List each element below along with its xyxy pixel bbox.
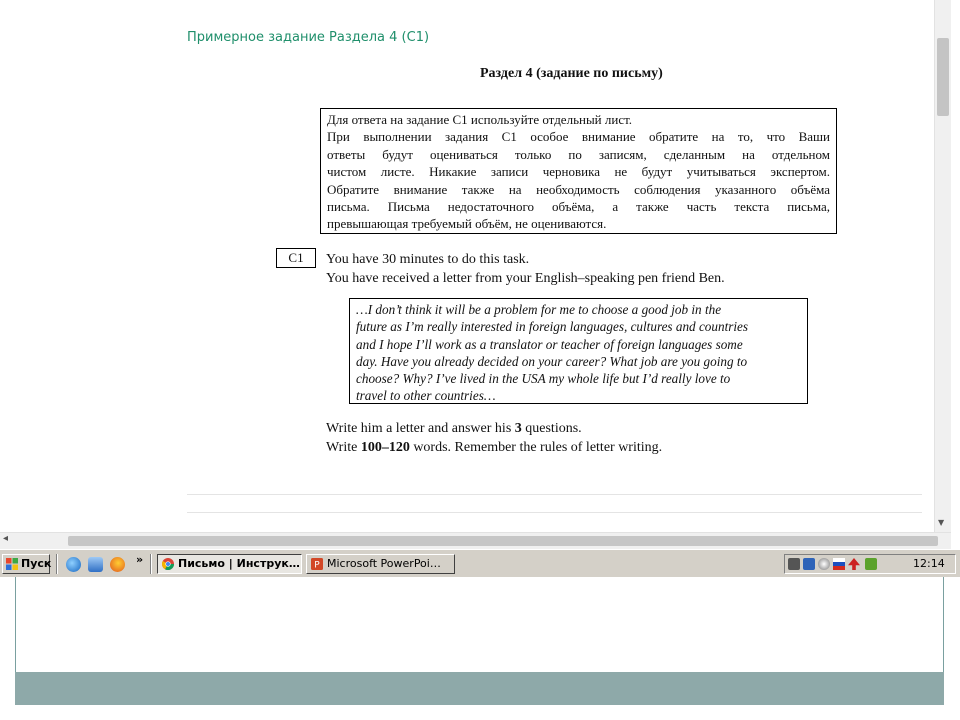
taskbar-clock: 12:14 xyxy=(913,557,945,570)
section-title: Раздел 4 (задание по письму) xyxy=(480,66,663,81)
task-label: Письмо | Инструк… xyxy=(178,557,300,570)
write-text: questions. xyxy=(521,421,582,436)
task-line: You have received a letter from your English–speaking pen friend Ben. xyxy=(326,271,725,286)
taskbar-separator xyxy=(56,554,58,574)
instructions-box xyxy=(320,108,837,234)
write-text: Write xyxy=(326,440,361,455)
horizontal-scrollbar[interactable] xyxy=(0,532,951,549)
instruction-line: Обратите внимание также на необходимость соблюдения указанного объёма xyxy=(327,181,830,197)
write-text: words. Remember the rules of letter writing. xyxy=(409,440,663,455)
scroll-down-arrow-icon[interactable]: ▼ xyxy=(938,518,945,527)
write-instruction-2 xyxy=(326,438,662,457)
task-line: You have 30 minutes to do this task. xyxy=(326,252,530,267)
network-icon[interactable] xyxy=(788,558,800,570)
horizontal-scroll-thumb[interactable] xyxy=(68,536,938,546)
start-label: Пуск xyxy=(21,557,52,570)
internet-explorer-icon[interactable] xyxy=(66,557,81,572)
update-icon[interactable] xyxy=(848,558,860,570)
letter-line: and I hope I’ll work as a translator or teacher of foreign languages some xyxy=(356,336,743,352)
word-count: 100–120 xyxy=(360,440,410,455)
letter-line: choose? Why? I’ve lived in the USA my whole life but I’d really love to xyxy=(356,371,731,387)
scroll-left-arrow-icon[interactable]: ◂ xyxy=(3,533,9,544)
page-heading: Примерное задание Раздела 4 (С1) xyxy=(187,30,430,45)
vertical-scroll-thumb[interactable] xyxy=(937,38,949,116)
task-intro xyxy=(326,250,725,288)
taskbar xyxy=(0,549,960,577)
nvidia-icon[interactable] xyxy=(865,558,877,570)
taskbar-button-powerpoint[interactable] xyxy=(306,554,455,574)
task-label: Microsoft PowerPoi… xyxy=(327,557,441,570)
questions-count: 3 xyxy=(514,421,522,436)
letter-excerpt-box xyxy=(349,298,808,404)
letter-line: …I don’t think it will be a problem for me to choose a good job in the xyxy=(356,302,722,317)
taskbar-separator xyxy=(150,554,152,574)
vertical-scrollbar[interactable] xyxy=(934,0,951,532)
volume-icon[interactable] xyxy=(803,558,815,570)
outlook-express-icon[interactable] xyxy=(88,557,103,572)
slide-footer-band xyxy=(15,672,944,705)
language-icon[interactable] xyxy=(818,558,830,570)
divider-line xyxy=(187,494,922,495)
instruction-line: При выполнении задания С1 особое внимание обратите на то, что Ваши xyxy=(327,129,830,145)
write-text: Write him a letter and answer his xyxy=(326,421,515,436)
taskbar-button-chrome[interactable] xyxy=(157,554,302,574)
system-tray xyxy=(784,554,956,574)
letter-line: future as I’m really interested in foreign languages, cultures and countries xyxy=(356,319,749,335)
instruction-line: чистом листе. Никакие записи черновика не будут учитываться экспертом. xyxy=(327,164,830,180)
writing-instructions xyxy=(326,419,662,457)
letter-line: travel to other countries… xyxy=(356,388,496,404)
chrome-icon xyxy=(162,558,174,570)
firefox-icon[interactable] xyxy=(110,557,125,572)
antivirus-icon[interactable] xyxy=(833,558,845,570)
powerpoint-icon xyxy=(311,558,323,570)
windows-logo-icon xyxy=(6,558,18,570)
quicklaunch-more-button[interactable]: » xyxy=(136,553,144,566)
svg-text:P: P xyxy=(314,560,320,570)
write-instruction-1 xyxy=(326,419,662,438)
letter-line: day. Have you already decided on your career? What job are you going to xyxy=(356,353,748,369)
instruction-line: ответы будут оцениваться только по записям, сделанным на отдельном xyxy=(327,146,830,162)
start-button[interactable] xyxy=(2,554,50,574)
instruction-line: письма. Письма недостаточного объёма, а также часть текста письма, xyxy=(327,199,830,215)
divider-line xyxy=(187,512,922,513)
task-label-box: C1 xyxy=(276,248,316,268)
instruction-line: превышающая требуемый объём, не оцениваются. xyxy=(327,216,607,232)
instruction-line: Для ответа на задание С1 используйте отдельный лист. xyxy=(327,112,633,127)
slide-area xyxy=(15,577,944,672)
